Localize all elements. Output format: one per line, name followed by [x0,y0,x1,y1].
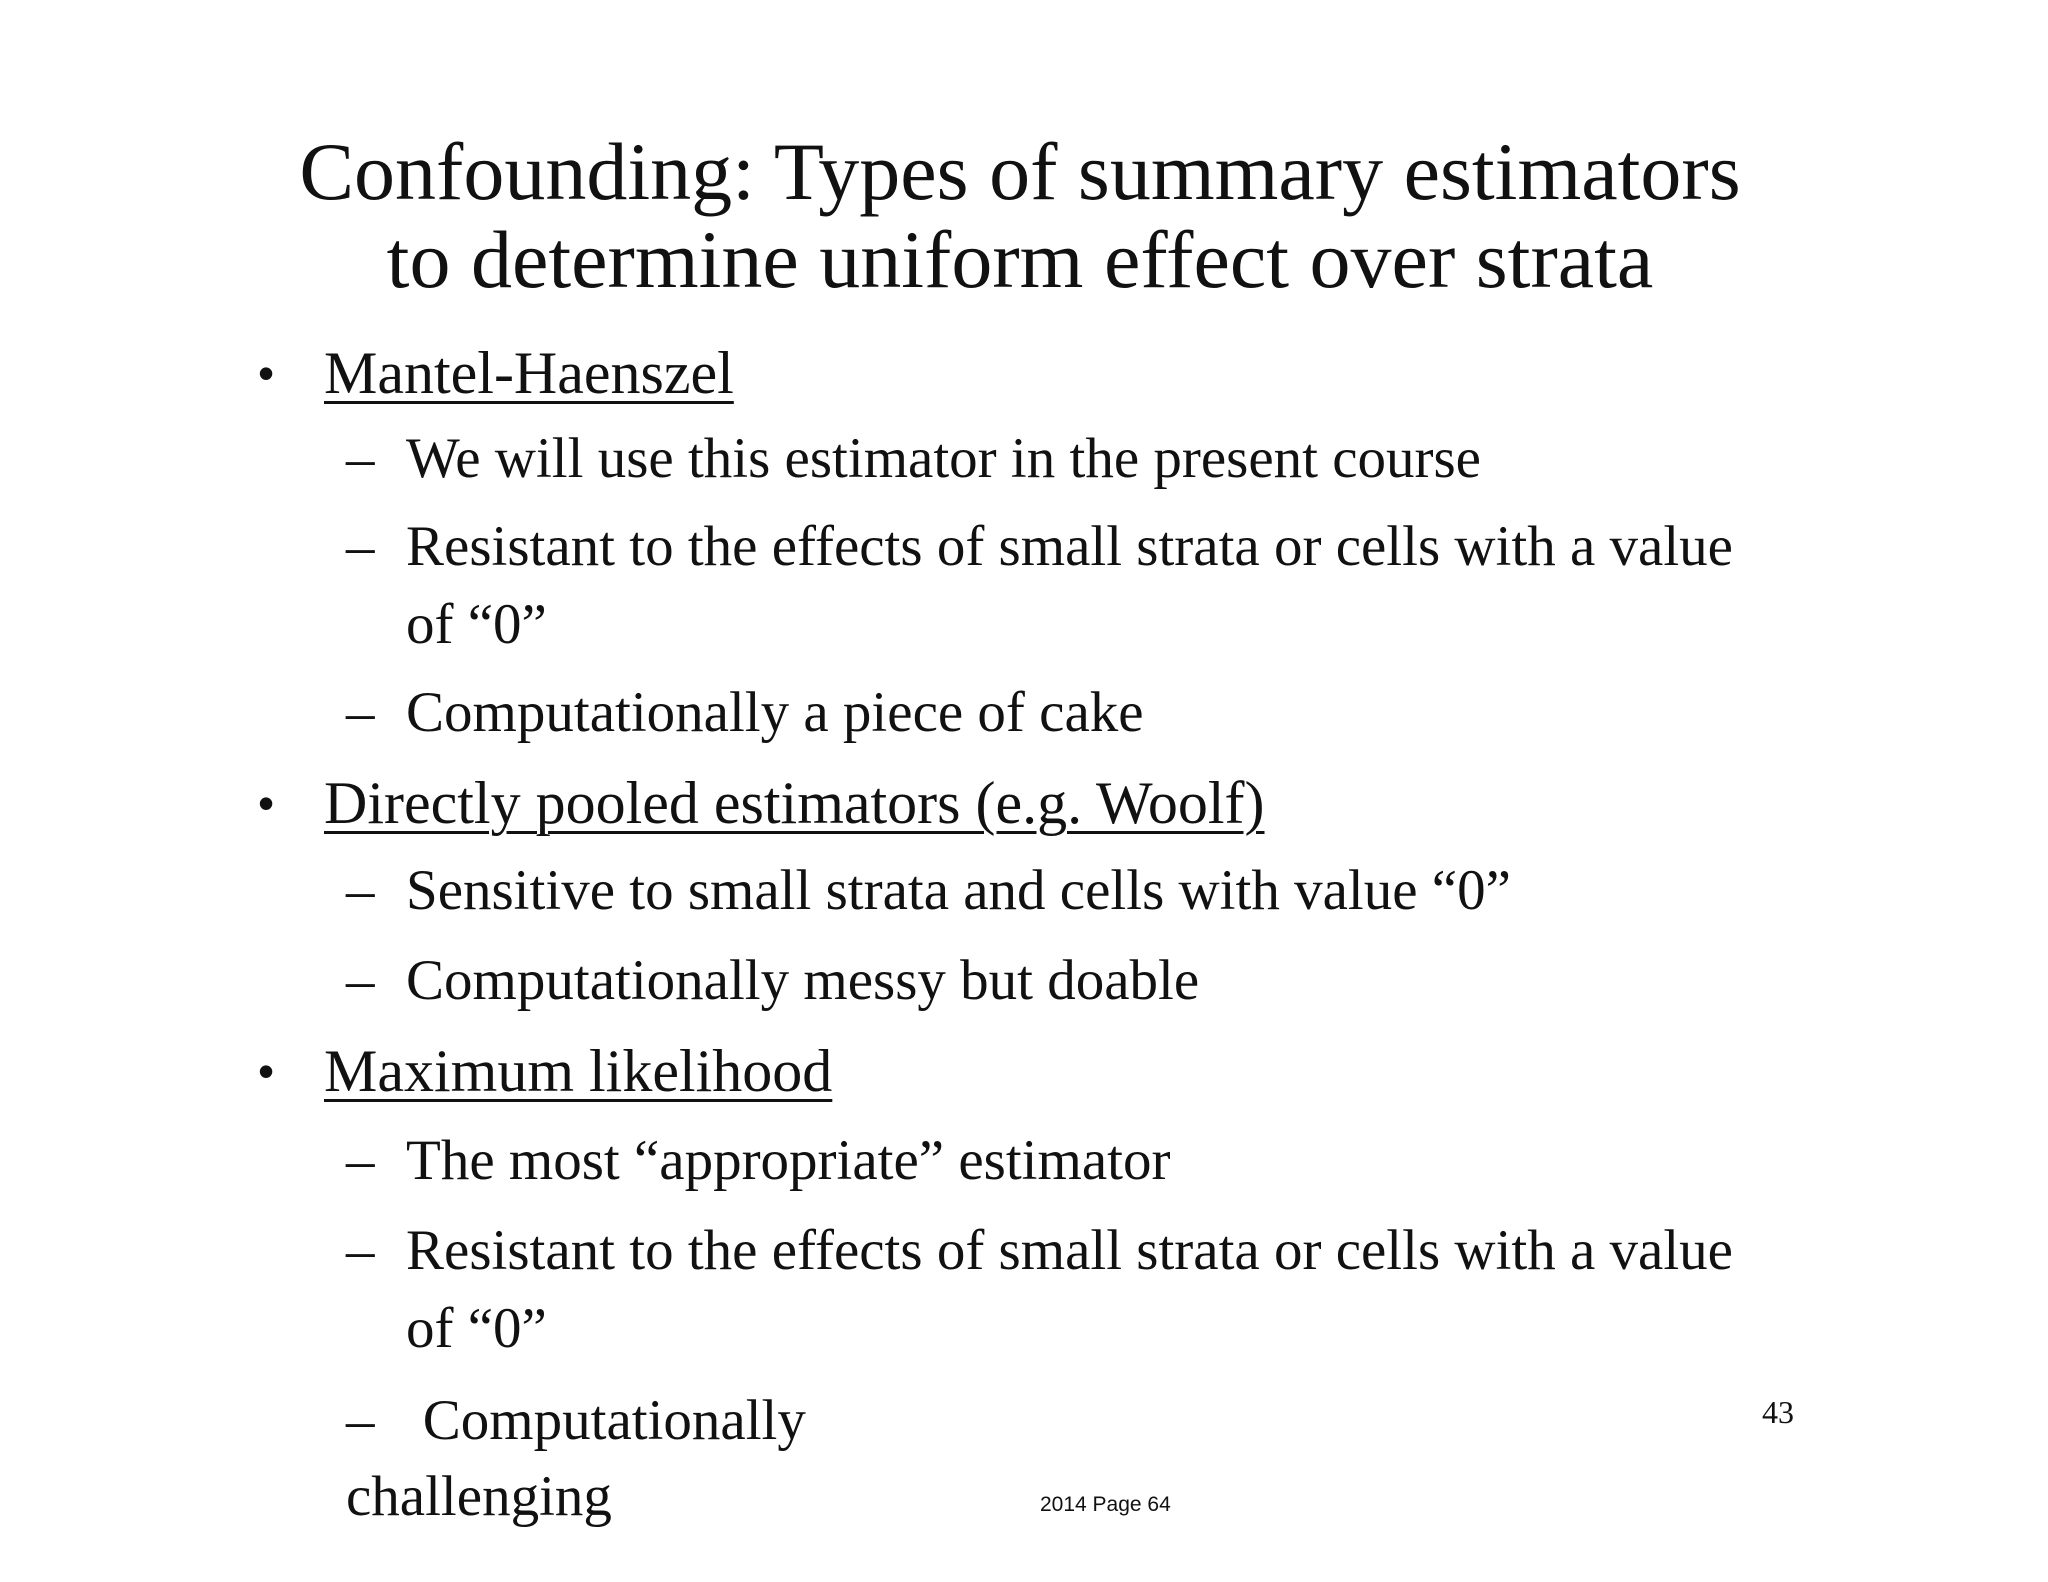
slide-number: 43 [1762,1394,1794,1430]
sub-item-text: Resistant to the effects of small strata or cells with a value of “0” [406,1219,1733,1360]
slide-title-line-2: to determine uniform effect over strata [386,214,1654,296]
sub-item-last-line-2: challenging [346,1465,612,1528]
dash-glyph: – [346,1389,375,1452]
bullet-label: Maximum likelihood [324,1038,833,1104]
bullet-glyph: • [258,777,275,829]
sub-item-text: Computationally a piece of cake [406,681,1144,744]
sub-item-text: Computationally messy but doable [406,949,1200,1012]
slide-title-line-1: Confounding: Types of summary estimators [299,128,1741,217]
dash-glyph: – [346,949,375,1012]
bullet-label: Directly pooled estimators (e.g. Woolf) [324,770,1265,836]
dash-glyph: – [346,1129,375,1192]
sub-item-text: Sensitive to small strata and cells with value “0” [406,859,1511,922]
bullet-glyph: • [258,1045,275,1097]
bullet-glyph: • [258,347,275,399]
dash-glyph: – [346,427,375,490]
bullet-label: Mantel-Haenszel [324,340,734,406]
sub-item-text: We will use this estimator in the present course [406,427,1481,490]
dash-glyph: – [346,859,375,922]
sub-item-text: Computationally [422,1389,806,1452]
dash-glyph: – [346,681,375,744]
slide-title [240,128,1800,296]
dash-glyph: – [346,1219,375,1282]
page-footer: 2014 Page 64 [1040,1493,1171,1516]
sub-item-last [346,1382,806,1460]
sub-item-text: Resistant to the effects of small strata or cells with a value of “0” [406,515,1733,656]
sub-item-text: The most “appropriate” estimator [406,1129,1171,1192]
dash-glyph: – [346,515,375,578]
